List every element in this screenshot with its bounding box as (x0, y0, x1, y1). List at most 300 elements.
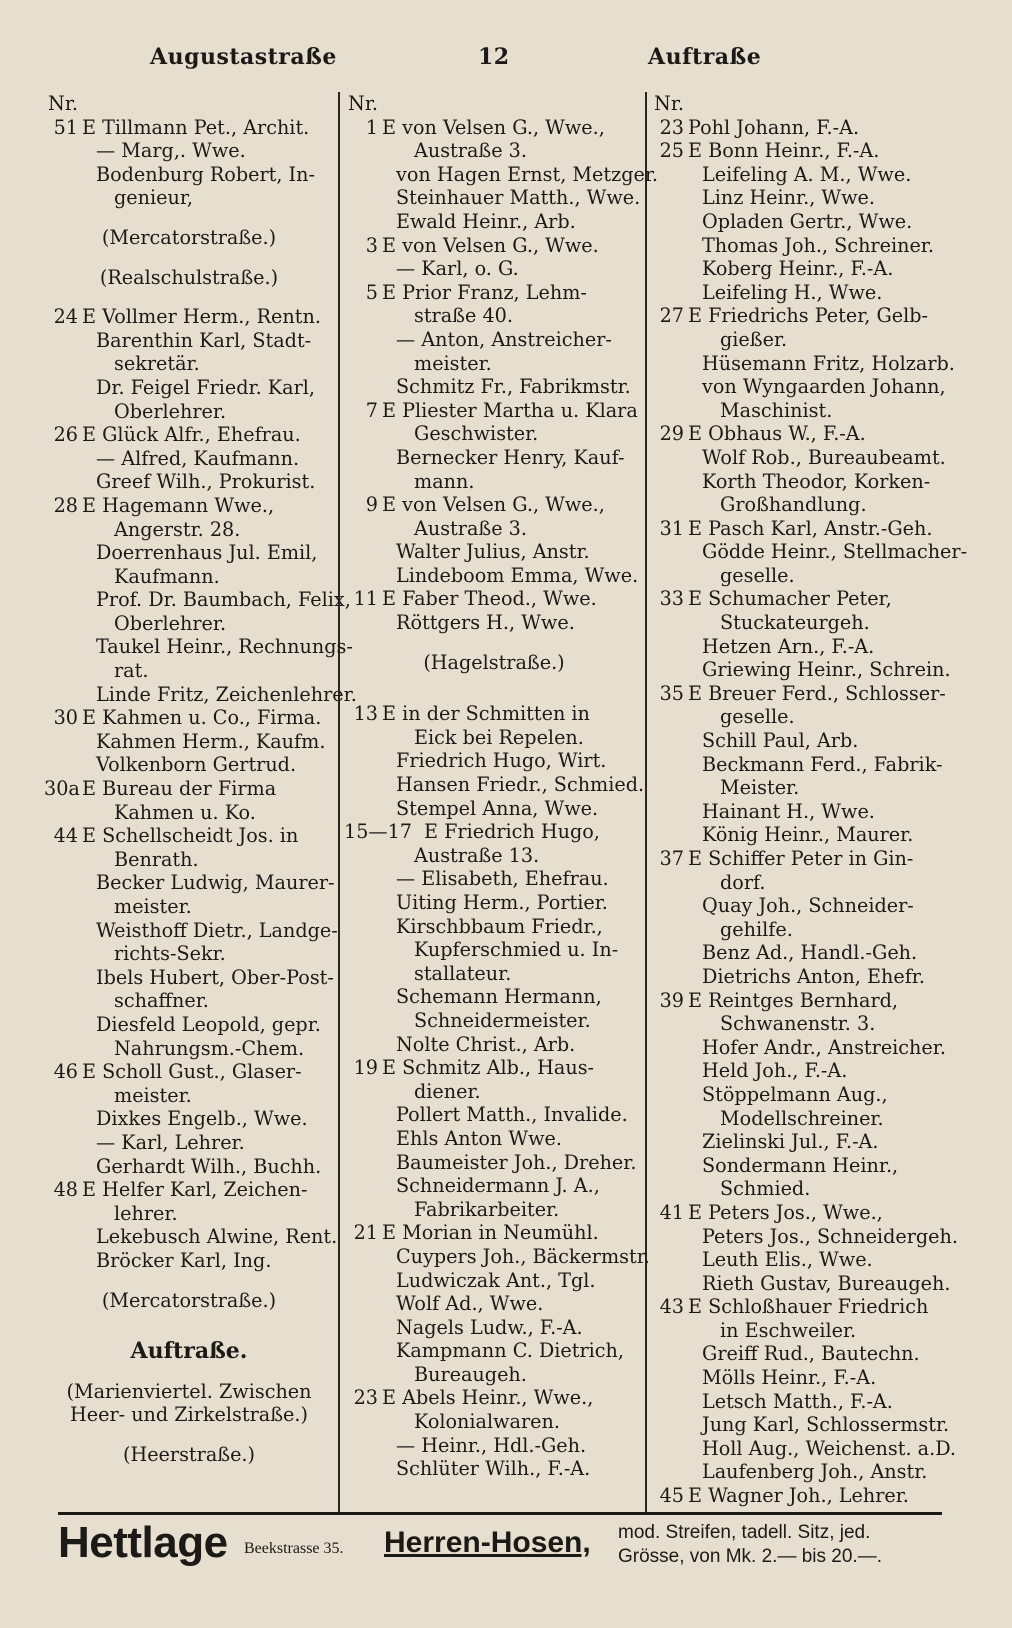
resident-text: dorf. (720, 870, 766, 894)
directory-entry (650, 446, 948, 470)
directory-entry (650, 1224, 958, 1249)
resident-text: Prof. Dr. Baumbach, Felix, (96, 588, 351, 612)
house-number: Nr. (48, 92, 78, 115)
resident-text: Gödde Heinr., Stellmacher- (702, 540, 968, 564)
resident-text: Angerstr. 28. (114, 517, 241, 541)
house-number: 23 (659, 115, 684, 139)
directory-entry (650, 1107, 948, 1131)
resident-text: meister. (114, 1083, 192, 1107)
directory-entry (44, 1084, 334, 1108)
resident-text: Dietrichs Anton, Ehefr. (702, 964, 925, 988)
resident-text: Walter Julius, Anstr. (396, 540, 590, 564)
directory-entry (650, 1059, 948, 1083)
house-number: 41 (659, 1200, 684, 1224)
column-divider (338, 92, 340, 1512)
resident-text: — Karl, Lehrer. (96, 1130, 245, 1154)
house-number: 44 (53, 824, 78, 848)
directory-entry (344, 587, 644, 611)
resident-text: Sondermann Heinr., (702, 1153, 899, 1177)
directory-entry (650, 1342, 948, 1366)
resident-text: Bodenburg Robert, In- (96, 162, 315, 186)
page-number: 12 (478, 44, 510, 70)
directory-entry (344, 985, 644, 1009)
resident-text: meister. (414, 351, 492, 375)
directory-entry (650, 163, 948, 187)
resident-text: Taukel Heinr., Rechnungs- (96, 635, 353, 659)
resident-text: Holl Aug., Weichenst. a.D. (702, 1436, 957, 1460)
house-number: 23 (353, 1386, 378, 1410)
directory-entry (650, 587, 948, 611)
house-number: 25 (659, 139, 684, 163)
note-text: Heer- und Zirkelstraße.) (70, 1403, 308, 1427)
directory-entry (344, 1174, 644, 1198)
resident-text: Jung Karl, Schlossermstr. (702, 1413, 950, 1437)
resident-text: Schneidermann J. A., (396, 1174, 600, 1198)
resident-text: Kupferschmied u. In- (414, 938, 619, 962)
resident-text: — Elisabeth, Ehefrau. (396, 867, 609, 891)
directory-entry (344, 210, 644, 234)
resident-text: — Karl, o. G. (396, 257, 519, 281)
column-divider (645, 92, 647, 1512)
directory-entry (44, 682, 357, 707)
resident-text: Kirschbbaum Friedr., (396, 914, 603, 938)
resident-text: Hüsemann Fritz, Holzarb. (702, 351, 955, 375)
resident-text: Weisthoff Dietr., Landge- (96, 918, 338, 942)
resident-text: Held Joh., F.-A. (702, 1059, 848, 1083)
resident-text: gehilfe. (720, 917, 793, 941)
directory-entry (344, 1033, 644, 1057)
ad-product: Herren-Hosen, (384, 1526, 591, 1559)
directory-entry (650, 776, 948, 800)
resident-text: Thomas Joh., Schreiner. (702, 233, 934, 257)
directory-entry (650, 1271, 951, 1296)
directory-entry (650, 493, 948, 517)
directory-entry (44, 400, 334, 424)
directory-entry (344, 1056, 644, 1080)
directory-entry (344, 1292, 644, 1316)
directory-entry (650, 186, 948, 210)
directory-entry (44, 966, 334, 990)
directory-entry (344, 1316, 644, 1340)
resident-text: Leuth Elis., Wwe. (702, 1248, 873, 1272)
directory-entry (344, 844, 644, 868)
directory-entry (650, 918, 948, 942)
directory-entry (44, 706, 334, 730)
resident-text: Uiting Herm., Portier. (396, 891, 608, 914)
directory-entry (344, 867, 644, 891)
column-1 (44, 92, 357, 1466)
house-number: Nr. (654, 92, 684, 115)
resident-text: Dixkes Engelb., Wwe. (96, 1107, 308, 1131)
spacer (44, 1427, 334, 1443)
directory-entry (344, 234, 644, 258)
directory-entry (344, 1151, 644, 1175)
directory-entry (44, 1060, 334, 1084)
directory-entry (650, 1083, 948, 1107)
directory-entry (650, 894, 948, 918)
directory-entry (344, 726, 644, 750)
directory-entry (344, 517, 644, 541)
directory-entry (650, 635, 948, 659)
advertisement (58, 1518, 948, 1588)
house-number: 27 (659, 304, 684, 328)
cross-street-note (44, 1403, 334, 1427)
note-text: Auftraße. (130, 1338, 248, 1365)
resident-text: Modellschreiner. (720, 1106, 884, 1130)
directory-entry (44, 541, 334, 565)
cross-street-note (44, 226, 334, 250)
note-text: (Marienviertel. Zwischen (66, 1379, 312, 1403)
directory-entry (650, 564, 948, 588)
resident-text: stallateur. (414, 961, 512, 985)
resident-text: Stempel Anna, Wwe. (396, 796, 599, 820)
directory-entry (44, 1249, 334, 1273)
resident-text: Kampmann C. Dietrich, (396, 1339, 624, 1363)
directory-entry (44, 753, 334, 777)
resident-text: E Friedrich Hugo, (424, 820, 600, 844)
resident-text: Gerhardt Wilh., Buchh. (96, 1154, 322, 1178)
directory-entry (44, 659, 334, 683)
ad-description-line: mod. Streifen, tadell. Sitz, jed. (618, 1522, 871, 1543)
directory-entry (650, 210, 948, 234)
directory-entry (44, 612, 334, 636)
directory-entry (344, 820, 644, 844)
house-number: 45 (659, 1484, 684, 1508)
resident-text: Diesfeld Leopold, gepr. (96, 1012, 321, 1036)
resident-text: schaffner. (114, 989, 209, 1013)
resident-text: Schmitz Fr., Fabrikmstr. (396, 375, 631, 399)
directory-entry (344, 493, 644, 517)
directory-entry (650, 611, 948, 635)
resident-text: Meister. (720, 776, 800, 800)
resident-text: Nahrungsm.-Chem. (114, 1036, 305, 1060)
resident-text: Fabrikarbeiter. (414, 1197, 560, 1221)
directory-entry (44, 895, 334, 919)
resident-text: E Kahmen u. Co., Firma. (82, 706, 322, 730)
resident-text: Hansen Friedr., Schmied. (396, 773, 645, 797)
resident-text: E Schmitz Alb., Haus- (382, 1056, 595, 1080)
header-street-right: Auftraße (648, 44, 762, 70)
resident-text: Austraße 3. (414, 139, 527, 163)
resident-text: E Schumacher Peter, (688, 587, 892, 611)
directory-entry (44, 942, 334, 966)
resident-text: Schneidermeister. (414, 1008, 591, 1032)
resident-text: Dr. Feigel Friedr. Karl, (96, 375, 315, 399)
resident-text: Schill Paul, Arb. (702, 729, 859, 753)
directory-entry (650, 281, 948, 305)
cross-street-note (44, 1443, 334, 1467)
directory-entry (650, 682, 948, 706)
directory-entry (650, 1177, 948, 1201)
directory-entry (44, 352, 334, 376)
resident-text: E Obhaus W., F.-A. (688, 422, 866, 446)
resident-text: Austraße 3. (414, 516, 527, 540)
directory-entry (650, 658, 951, 682)
house-number: 30a (44, 777, 80, 801)
resident-text: E Glück Alfr., Ehefrau. (82, 423, 301, 447)
resident-text: E von Velsen G., Wwe., (382, 493, 605, 517)
house-number: 33 (659, 587, 684, 611)
directory-entry (650, 328, 948, 352)
directory-entry (44, 777, 334, 801)
resident-text: Ludwiczak Ant., Tgl. (396, 1268, 596, 1292)
house-number: 21 (353, 1221, 378, 1245)
resident-text: geselle. (720, 705, 795, 729)
directory-entry (344, 470, 644, 494)
directory-entry (44, 871, 334, 895)
resident-text: Becker Ludwig, Maurer- (96, 871, 335, 895)
directory-entry (650, 1460, 948, 1484)
spacer (44, 250, 334, 266)
directory-entry (344, 1269, 644, 1293)
resident-text: Korth Theodor, Korken- (702, 469, 931, 493)
directory-entry (344, 797, 644, 821)
resident-text: Nagels Ludw., F.-A. (396, 1315, 583, 1339)
resident-text: E Pasch Karl, Anstr.-Geh. (688, 516, 933, 540)
directory-entry (44, 918, 338, 943)
resident-text: Greef Wilh., Prokurist. (96, 470, 316, 494)
directory-entry (344, 1410, 644, 1434)
ad-company-name: Hettlage (58, 1518, 228, 1567)
resident-text: geselle. (720, 563, 795, 587)
resident-text: Steinhauer Matth., Wwe. (396, 186, 641, 210)
resident-text: Stöppelmann Aug., (702, 1082, 888, 1106)
cross-street-note (44, 266, 334, 290)
house-number: 7 (365, 398, 378, 422)
directory-entry (650, 1413, 948, 1437)
resident-text: Kahmen Herm., Kaufm. (96, 729, 326, 753)
resident-text: Pollert Matth., Invalide. (396, 1103, 628, 1127)
header-street-left: Augustastraße (150, 44, 337, 70)
resident-text: Cuypers Joh., Bäckermstr. (396, 1244, 650, 1268)
resident-text: gießer. (720, 327, 788, 351)
house-number: 39 (659, 988, 684, 1012)
directory-entry (650, 729, 948, 753)
directory-entry (650, 847, 948, 871)
resident-text: E Tillmann Pet., Archit. (82, 115, 310, 139)
resident-text: König Heinr., Maurer. (702, 823, 914, 847)
ad-rule (58, 1512, 942, 1515)
house-number: 51 (53, 115, 78, 139)
resident-text: Eick bei Repelen. (414, 725, 584, 749)
resident-text: E Faber Theod., Wwe. (382, 587, 597, 611)
resident-text: E Wagner Joh., Lehrer. (688, 1484, 909, 1508)
house-number: 43 (659, 1295, 684, 1319)
spacer (344, 635, 644, 651)
resident-text: Linde Fritz, Zeichenlehrer. (96, 682, 357, 706)
resident-text: Benz Ad., Handl.-Geh. (702, 941, 918, 965)
directory-entry (650, 1484, 948, 1508)
house-number: 35 (659, 681, 684, 705)
resident-text: E Peters Jos., Wwe., (688, 1200, 883, 1224)
directory-entry (650, 1248, 948, 1272)
resident-text: straße 40. (414, 304, 513, 328)
resident-text: E Schiffer Peter in Gin- (688, 847, 914, 870)
spacer (44, 1364, 334, 1380)
directory-entry (44, 1155, 334, 1179)
note-text: (Mercatorstraße.) (101, 225, 277, 249)
directory-entry (650, 540, 968, 564)
resident-text: in Eschweiler. (720, 1318, 857, 1342)
ad-address: Beekstrasse 35. (244, 1540, 344, 1557)
directory-entry (44, 565, 334, 589)
resident-text: E Prior Franz, Lehm- (382, 280, 587, 304)
resident-text: Zielinski Jul., F.-A. (702, 1130, 879, 1154)
directory-entry (344, 139, 644, 163)
directory-entry (44, 329, 334, 353)
directory-entry (344, 1080, 644, 1104)
directory-entry (650, 351, 955, 376)
resident-text: Rieth Gustav, Bureaugeh. (702, 1271, 951, 1295)
house-number: 15—17 (344, 820, 413, 844)
cross-street-note (44, 1380, 334, 1404)
resident-text: Barenthin Karl, Stadt- (96, 328, 312, 352)
house-number: 26 (53, 423, 78, 447)
note-text: (Heerstraße.) (122, 1442, 256, 1466)
directory-entry (650, 800, 948, 824)
directory-entry (344, 162, 659, 187)
directory-entry (44, 824, 334, 848)
house-number: Nr. (348, 92, 378, 115)
directory-entry (650, 1295, 948, 1319)
directory-entry (344, 399, 644, 423)
directory-entry (344, 1339, 644, 1363)
resident-text: Benrath. (114, 847, 199, 871)
spacer (44, 210, 334, 226)
resident-text: genieur, (114, 186, 194, 210)
resident-text: E Schloßhauer Friedrich (688, 1295, 929, 1319)
directory-entry (650, 517, 948, 541)
directory-entry (44, 635, 353, 659)
resident-text: Schmied. (720, 1177, 811, 1201)
directory-entry (44, 1202, 334, 1226)
directory-entry (44, 116, 334, 140)
directory-entry (44, 1131, 334, 1155)
resident-text: E Hagemann Wwe., (82, 493, 275, 517)
directory-entry (344, 92, 644, 116)
resident-text: rat. (114, 659, 149, 683)
directory-entry (344, 1127, 644, 1151)
directory-entry (650, 823, 948, 847)
house-number: 9 (365, 493, 378, 517)
resident-text: Maschinist. (720, 398, 833, 422)
resident-text: Kolonialwaren. (414, 1410, 560, 1434)
resident-text: Stuckateurgeh. (720, 611, 870, 635)
directory-entry (650, 1436, 957, 1461)
directory-entry (344, 422, 644, 446)
directory-entry (650, 941, 948, 965)
directory-entry (650, 139, 948, 163)
resident-text: Griewing Heinr., Schrein. (702, 658, 951, 682)
cross-street-note (344, 651, 644, 675)
directory-entry (44, 1037, 334, 1061)
directory-entry (344, 962, 644, 986)
directory-entry (650, 1012, 948, 1036)
house-number: 1 (365, 115, 378, 139)
directory-entry (650, 257, 948, 281)
directory-entry (44, 1013, 334, 1037)
resident-text: sekretär. (114, 352, 200, 376)
directory-entry (344, 564, 644, 588)
resident-text: Schemann Hermann, (396, 985, 602, 1009)
resident-text: Laufenberg Joh., Anstr. (702, 1460, 928, 1484)
resident-text: E in der Schmitten in (382, 702, 590, 726)
directory-entry (44, 423, 334, 447)
resident-text: Baumeister Joh., Dreher. (396, 1150, 637, 1174)
directory-entry (650, 234, 948, 258)
resident-text: Oberlehrer. (114, 399, 227, 423)
resident-text: Lekebusch Alwine, Rent. (96, 1225, 338, 1249)
house-number: 30 (53, 706, 78, 730)
resident-text: Schlüter Wilh., F.-A. (396, 1457, 591, 1481)
directory-entry (344, 328, 644, 352)
resident-text: Quay Joh., Schneider- (702, 894, 914, 918)
house-number: 24 (53, 305, 78, 329)
spacer (44, 289, 334, 305)
directory-entry (650, 1319, 948, 1343)
resident-text: Austraße 13. (414, 843, 540, 867)
resident-text: — Marg,. Wwe. (96, 139, 246, 163)
resident-text: — Heinr., Hdl.-Geh. (396, 1433, 587, 1457)
house-number: 31 (659, 516, 684, 540)
resident-text: — Anton, Anstreicher- (396, 327, 612, 351)
resident-text: Hetzen Arn., F.-A. (702, 634, 875, 658)
column-3 (650, 92, 968, 1508)
resident-text: Leifeling H., Wwe. (702, 280, 883, 304)
directory-entry (44, 470, 334, 494)
resident-text: Nolte Christ., Arb. (396, 1032, 576, 1056)
directory-entry (344, 938, 644, 962)
house-number: 5 (365, 280, 378, 304)
spacer (344, 674, 644, 702)
house-number: 28 (53, 493, 78, 517)
resident-text: Beckmann Ferd., Fabrik- (702, 752, 943, 776)
cross-street-note (44, 1289, 334, 1313)
directory-entry (650, 1201, 948, 1225)
resident-text: E Morian in Neumühl. (382, 1221, 599, 1245)
resident-text: Letsch Matth., F.-A. (702, 1389, 893, 1413)
note-text: (Realschulstraße.) (99, 265, 279, 289)
resident-text: Ehls Anton Wwe. (396, 1126, 562, 1150)
resident-text: Volkenborn Gertrud. (96, 753, 297, 777)
directory-entry (344, 1221, 644, 1245)
directory-entry (44, 588, 351, 612)
resident-text: Geschwister. (414, 422, 539, 446)
house-number: 19 (353, 1056, 378, 1080)
directory-entry (650, 1390, 948, 1414)
resident-text: diener. (414, 1079, 481, 1103)
directory-entry (650, 965, 948, 989)
directory-entry (344, 1009, 644, 1033)
resident-text: E Helfer Karl, Zeichen- (82, 1178, 308, 1202)
resident-text: — Alfred, Kaufmann. (96, 446, 300, 470)
resident-text: E Abels Heinr., Wwe., (382, 1386, 594, 1410)
resident-text: Bernecker Henry, Kauf- (396, 445, 625, 469)
directory-entry (650, 753, 948, 777)
resident-text: von Hagen Ernst, Metzger. (396, 162, 659, 186)
street-heading (44, 1340, 334, 1364)
directory-entry (344, 1103, 644, 1127)
directory-entry (44, 163, 334, 187)
house-number: 37 (659, 847, 684, 870)
resident-text: Wolf Rob., Bureaubeamt. (702, 445, 946, 469)
directory-entry (344, 186, 644, 210)
column-2 (344, 92, 659, 1481)
resident-text: E Pliester Martha u. Klara (382, 398, 638, 422)
resident-text: E von Velsen G., Wwe. (382, 233, 599, 257)
resident-text: Doerrenhaus Jul. Emil, (96, 541, 318, 565)
resident-text: richts-Sekr. (114, 942, 226, 966)
